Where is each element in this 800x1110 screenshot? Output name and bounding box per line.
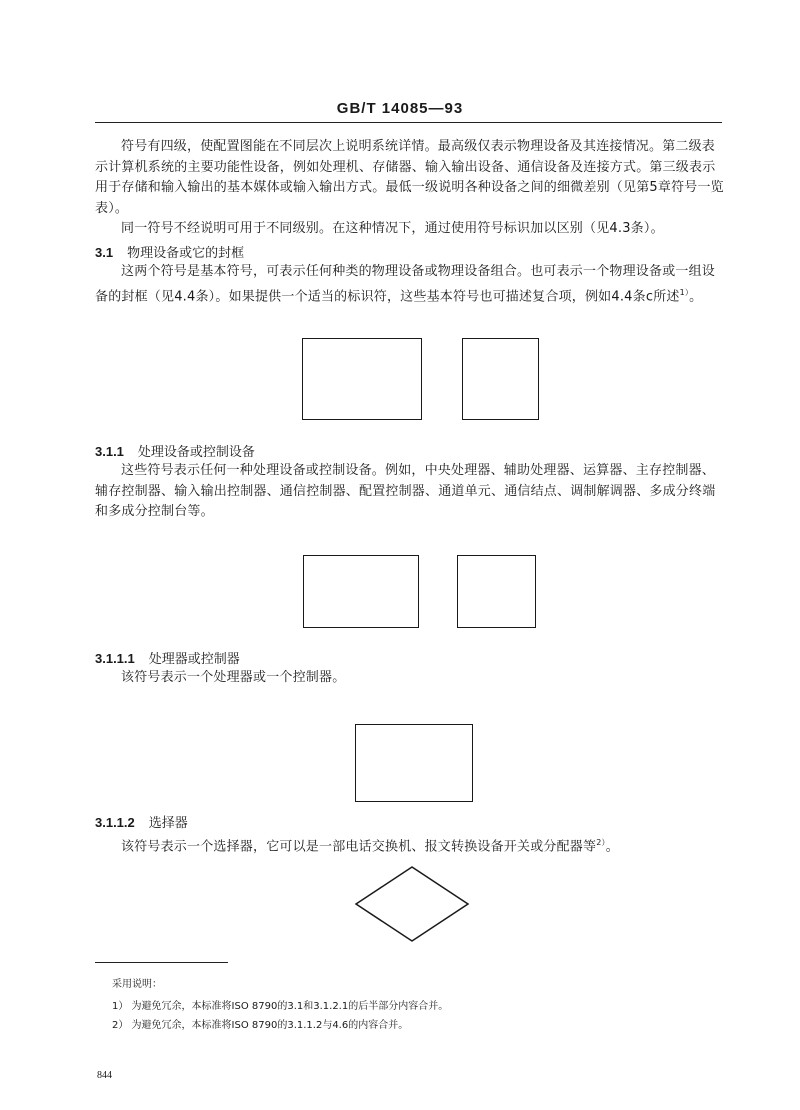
footnote-1: 1） 为避免冗余，本标准将ISO 8790的3.1和3.1.2.1的后半部分内容合并。 (112, 1001, 449, 1012)
footnote-ref-2[interactable]: 2） (596, 838, 606, 847)
section-title: 处理设备或控制设备 (137, 445, 255, 460)
section-3-1-1-heading (95, 441, 255, 460)
section-3-1-1-2-body (95, 833, 727, 858)
section-3-1-1-2-text: 该符号表示一个选择器，它可以是一部电话交换机、报文转换设备开关或分配器等 (121, 839, 597, 855)
section-title: 选择器 (148, 816, 188, 831)
section-3-1-1-1-body: 该符号表示一个处理器或一个控制器。 (121, 670, 346, 685)
intro-paragraph-2: 同一符号不经说明可用于不同级别。在这种情况下，通过使用符号标识加以区别（见4.3条）。 (121, 221, 664, 236)
processing-device-rectangle-symbol (303, 555, 419, 628)
intro-paragraph-1: 符号有四级，使配置图能在不同层次上说明系统详情。最高级仅表示物理设备及其连接情况。第二级表示计算机系统的主要功能性设备，例如处理机、存储器、输入输出设备、通信设备及连接方式。第三级表示用于存储和输入输出的基本媒体或输入输出方式。最低一级说明各种设备之间的细微差别（见第5章符号一览表）。 (95, 139, 724, 216)
footnote-ref-1[interactable]: 1） (679, 287, 690, 297)
processor-controller-symbol (355, 724, 473, 802)
footnote-2: 2） 为避免冗余，本标准将ISO 8790的3.1.1.2与4.6的内容合并。 (112, 1020, 409, 1031)
header-rule (95, 122, 722, 123)
section-3-1-body (95, 262, 727, 307)
sentence-end: 。 (689, 288, 703, 304)
physical-device-square-symbol (462, 338, 539, 420)
section-number: 3.1 (95, 245, 114, 260)
section-title: 处理器或控制器 (148, 652, 240, 667)
page-number: 844 (97, 1070, 112, 1081)
standard-code-header: GB/T 14085—93 (336, 100, 464, 117)
section-3-1-1-body: 这些符号表示任何一种处理设备或控制设备。例如，中央处理器、辅助处理器、运算器、主存控制器、辅存控制器、输入输出控制器、通信控制器、配置控制器、通道单元、通信结点、调制解调器、多成分终端和多成分控制台等。 (95, 463, 716, 519)
section-title: 物理设备或它的封框 (127, 246, 245, 261)
section-3-1-text: 这两个符号是基本符号，可表示任何种类的物理设备或物理设备组合。也可表示一个物理设备或一组设备的封框（见4.4条）。如果提供一个适当的标识符，这些基本符号也可描述复合项，例如4.4条c所述 (95, 264, 716, 304)
section-number: 3.1.1.1 (95, 651, 135, 666)
section-3-1-1-2-heading (95, 812, 188, 831)
section-3-1-heading (95, 242, 244, 261)
section-number: 3.1.1 (95, 444, 124, 459)
selector-diamond-symbol (352, 864, 472, 944)
processing-device-square-symbol (457, 555, 536, 628)
footnotes-title: 采用说明： (112, 979, 162, 990)
footnote-rule (95, 962, 228, 963)
sentence-end: 。 (605, 839, 619, 855)
physical-device-rectangle-symbol (302, 338, 422, 420)
section-number: 3.1.1.2 (95, 815, 135, 830)
section-3-1-1-1-heading (95, 648, 240, 667)
